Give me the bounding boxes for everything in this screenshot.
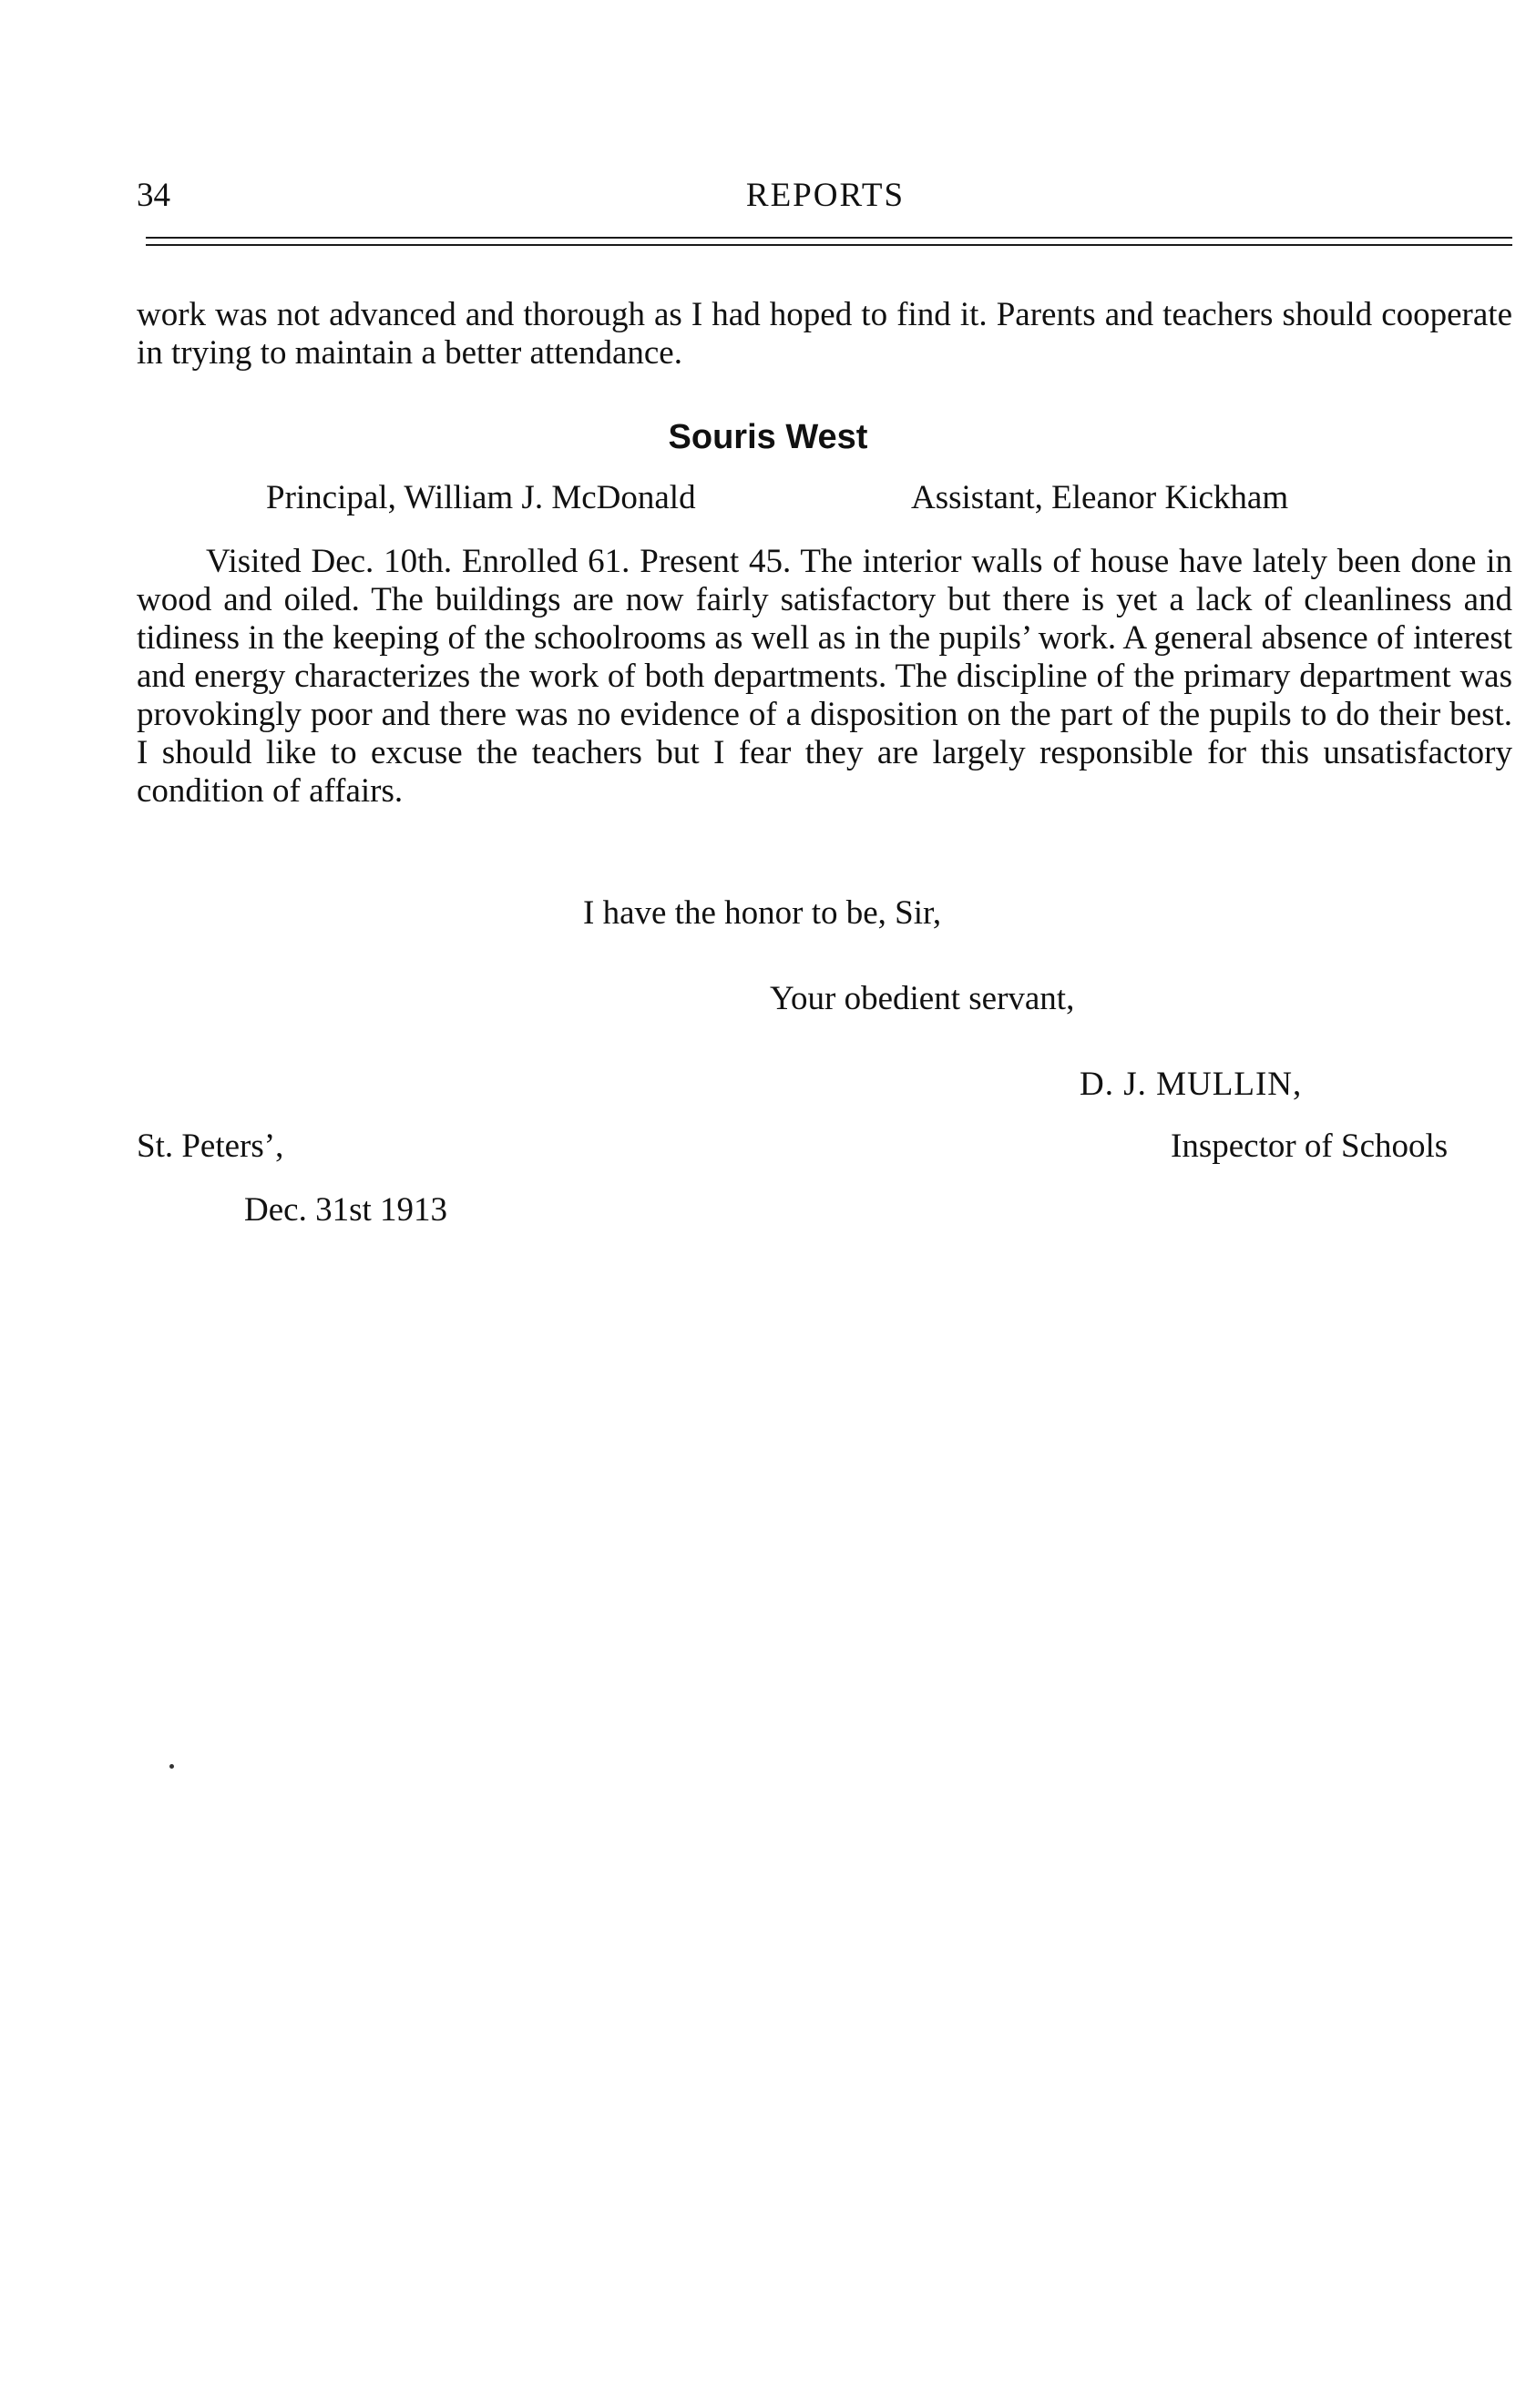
paper-speck <box>169 1764 174 1769</box>
page-number: 34 <box>137 177 170 214</box>
principal-line: Principal, William J. McDonald <box>266 479 696 516</box>
header-rule-bottom <box>146 244 1512 246</box>
page-header <box>137 173 1514 219</box>
closing-servant: Your obedient servant, <box>770 980 1075 1017</box>
signature-name: D. J. MULLIN, <box>1080 1066 1303 1103</box>
closing-place: St. Peters’, <box>137 1127 284 1165</box>
closing-honor: I have the honor to be, Sir, <box>583 894 942 932</box>
section-title: Souris West <box>668 418 868 456</box>
header-rule-top <box>146 237 1512 239</box>
running-head: REPORTS <box>745 177 906 214</box>
report-paragraph: Visited Dec. 10th. Enrolled 61. Present 45. The interior walls of house have lately been done in wood and oiled. The buildings are now fairly satisfactory but there is yet a lack of cleanliness and tidiness in the keeping of the schoolrooms as well as in the pupils’ work. A general absence of interest and energy characterizes the work of both departments. The discipline of the primary department was provokingly poor and there was no evidence of a disposition on the part of the pupils to do their best. I should like to excuse the teachers but I fear they are largely responsible for this unsatisfactory condition of affairs. <box>137 543 1512 810</box>
assistant-line: Assistant, Eleanor Kickham <box>911 479 1289 516</box>
signature-title: Inspector of Schools <box>1171 1127 1449 1165</box>
closing-date: Dec. 31st 1913 <box>244 1191 447 1229</box>
continued-paragraph: work was not advanced and thorough as I had hoped to find it. Parents and teachers should cooperate in trying to maintain a better attendance. <box>137 296 1512 372</box>
